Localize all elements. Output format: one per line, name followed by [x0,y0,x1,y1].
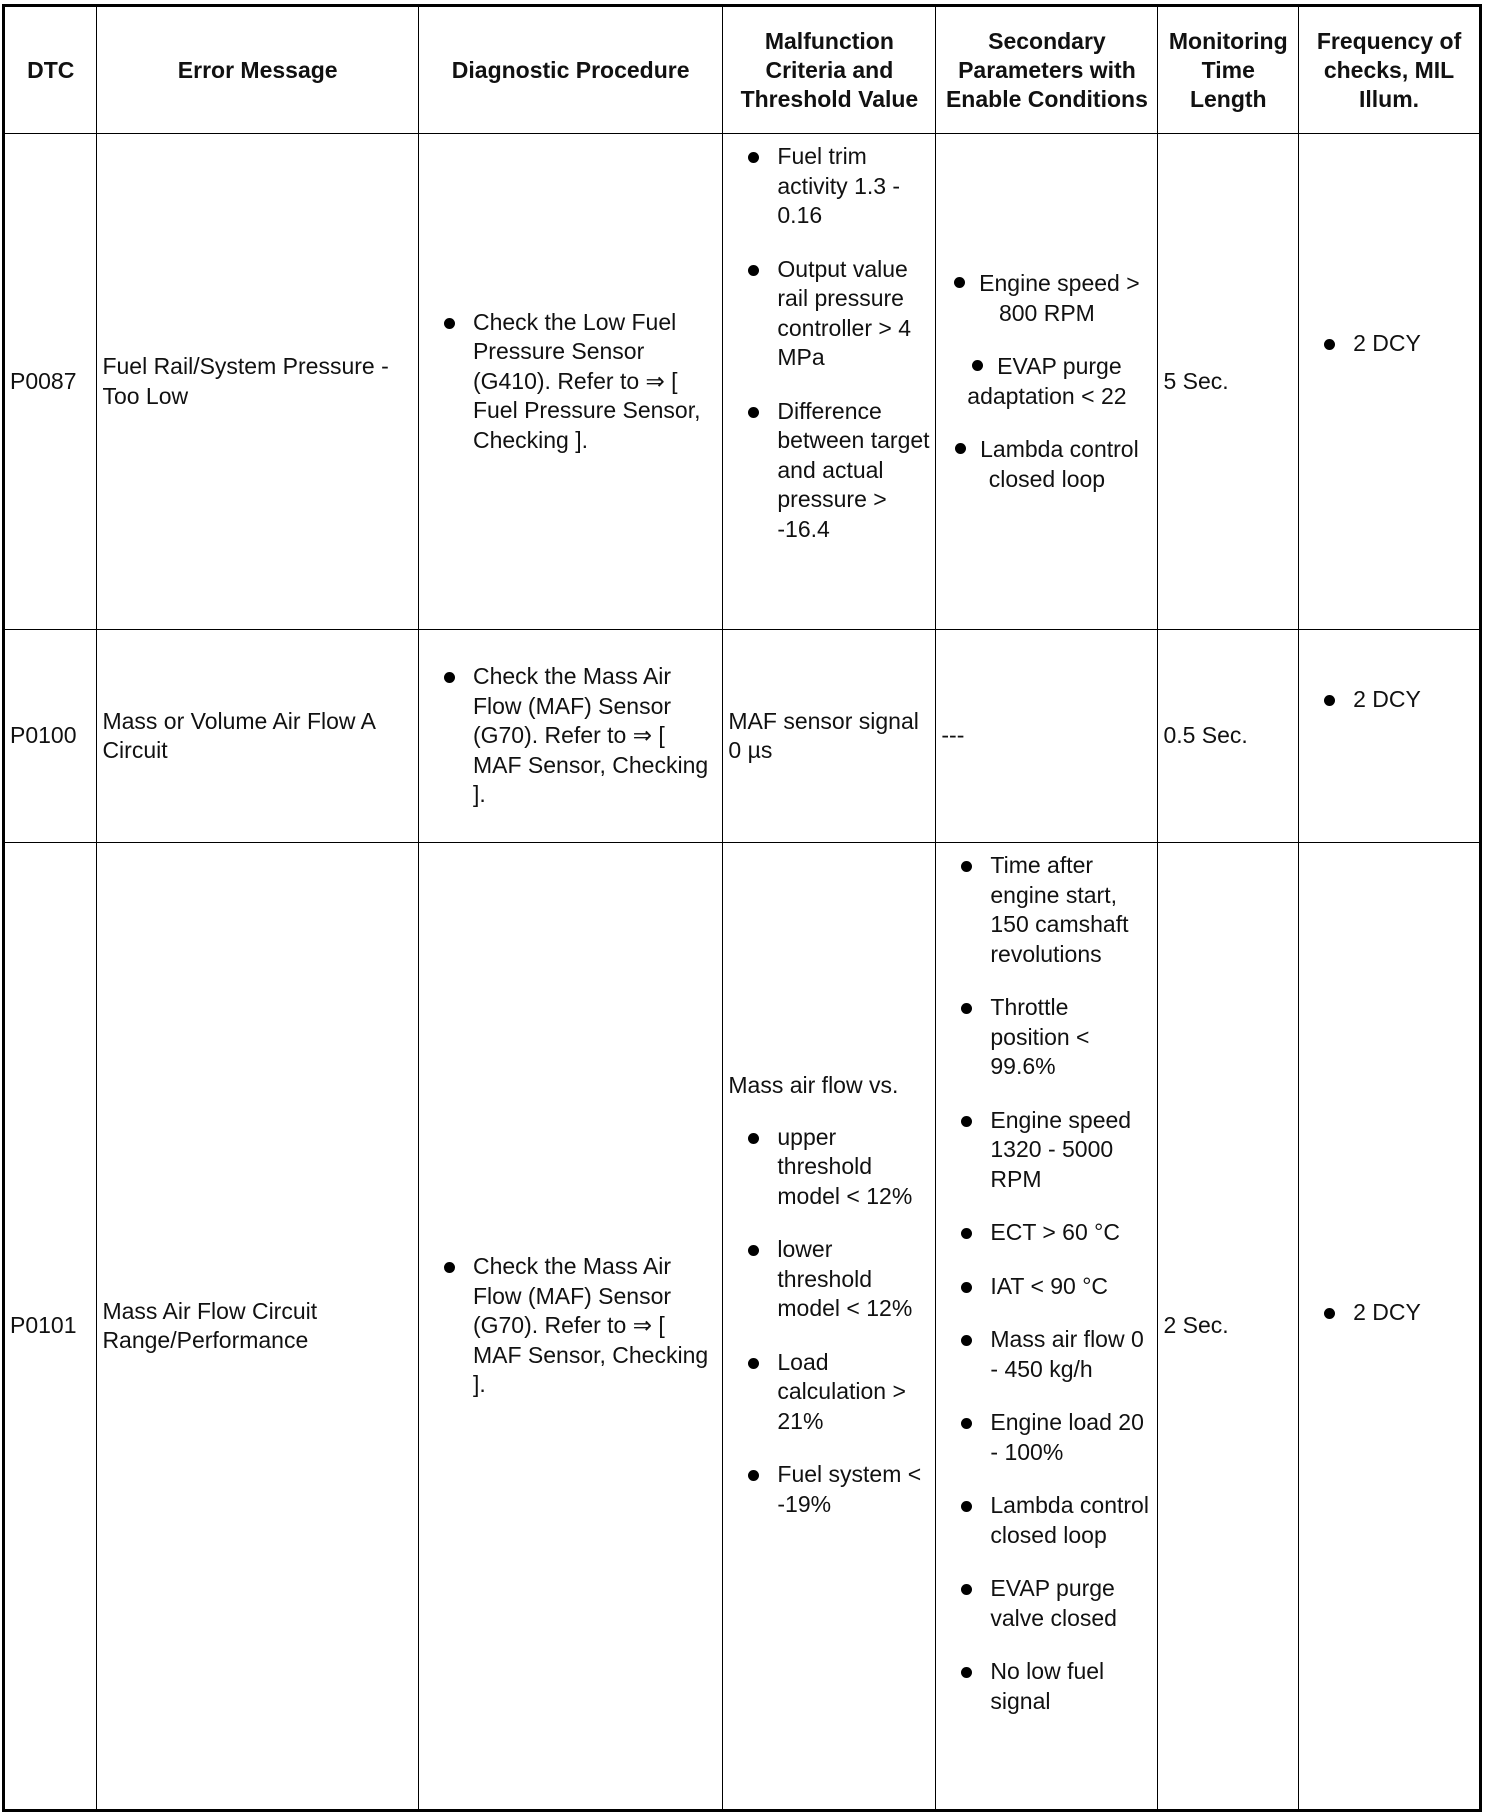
bullet-icon [1324,695,1335,706]
procedure-list [424,308,717,456]
diagnostic-procedure [418,134,722,630]
monitoring-time: 5 Sec. [1158,134,1299,630]
list-item: Load calculation > 21% [728,1348,930,1437]
frequency-list [1304,685,1474,715]
list-item: lower threshold model < 12% [728,1235,930,1324]
bullet-icon [955,443,966,454]
list-item: Time after engine start, 150 camshaft revolutions [941,851,1152,969]
list-item: 2 DCY [1304,1298,1474,1328]
monitoring-time: 0.5 Sec. [1158,630,1299,843]
frequency-list [1304,1298,1474,1328]
procedure-list [424,662,717,810]
diagnostic-procedure [418,630,722,843]
list-item: 2 DCY [1304,685,1474,715]
frequency [1299,134,1481,630]
procedure-list [424,1252,717,1400]
list-item: Fuel system < -19% [728,1460,930,1519]
list-item: Lambda control closed loop [941,1491,1152,1550]
bullet-icon [961,1418,972,1429]
bullet-icon [748,1245,759,1256]
secondary-list [941,851,1152,1716]
list-item: Difference between target and actual pressure > -16.4 [728,397,930,545]
bullet-icon [961,1584,972,1595]
list-item: EVAP purge valve closed [941,1574,1152,1633]
error-message: Fuel Rail/System Pressure - Too Low [97,134,419,630]
dtc-table [2,4,1482,1812]
bullet-icon [961,1501,972,1512]
malfunction-criteria [723,843,936,1811]
list-item: Check the Mass Air Flow (MAF) Sensor (G70). Refer to ⇒ [ MAF Sensor, Checking ]. [424,1252,717,1400]
secondary-list [941,269,1152,494]
header-secondary-parameters: Secondary Parameters with Enable Conditions [936,6,1158,134]
frequency [1299,630,1481,843]
bullet-icon [748,1133,759,1144]
table-row [4,630,1481,843]
diagnostic-procedure [418,843,722,1811]
list-item: ECT > 60 °C [941,1218,1152,1248]
bullet-icon [748,1470,759,1481]
bullet-icon [961,1003,972,1014]
criteria-list [728,142,930,544]
dtc-code: P0087 [4,134,97,630]
list-item: IAT < 90 °C [941,1272,1152,1302]
malfunction-criteria [723,134,936,630]
list-item: Output value rail pressure controller > 4 MPa [728,255,930,373]
list-item: Throttle position < 99.6% [941,993,1152,1082]
frequency-list [1304,329,1474,359]
list-item: upper threshold model < 12% [728,1123,930,1212]
frequency [1299,843,1481,1811]
monitoring-time: 2 Sec. [1158,843,1299,1811]
bullet-icon [748,265,759,276]
dtc-code: P0101 [4,843,97,1811]
list-item: Lambda control closed loop [941,435,1152,494]
bullet-icon [972,360,983,371]
header-monitoring-time: Monitoring Time Length [1158,6,1299,134]
header-malfunction-criteria: Malfunction Criteria and Threshold Value [723,6,936,134]
list-item: Check the Mass Air Flow (MAF) Sensor (G70). Refer to ⇒ [ MAF Sensor, Checking ]. [424,662,717,810]
malfunction-criteria: MAF sensor signal 0 µs [723,630,936,843]
list-item: Engine speed 1320 - 5000 RPM [941,1106,1152,1195]
table-row [4,843,1481,1811]
bullet-icon [961,1335,972,1346]
bullet-icon [961,1116,972,1127]
header-row [4,6,1481,134]
header-diagnostic-procedure: Diagnostic Procedure [418,6,722,134]
bullet-icon [1324,1308,1335,1319]
list-item: Engine load 20 - 100% [941,1408,1152,1467]
secondary-parameters [936,843,1158,1811]
list-item: Engine speed > 800 RPM [941,269,1152,328]
list-item: Mass air flow 0 - 450 kg/h [941,1325,1152,1384]
list-item: 2 DCY [1304,329,1474,359]
bullet-icon [444,1262,455,1273]
bullet-icon [748,1358,759,1369]
bullet-icon [961,861,972,872]
list-item: No low fuel signal [941,1657,1152,1716]
bullet-icon [961,1667,972,1678]
error-message: Mass or Volume Air Flow A Circuit [97,630,419,843]
bullet-icon [748,407,759,418]
header-frequency: Frequency of checks, MIL Illum. [1299,6,1481,134]
header-error-message: Error Message [97,6,419,134]
list-item: Fuel trim activity 1.3 - 0.16 [728,142,930,231]
criteria-intro: Mass air flow vs. [728,1072,899,1098]
bullet-icon [748,152,759,163]
bullet-icon [954,277,965,288]
bullet-icon [961,1282,972,1293]
list-item: Check the Low Fuel Pressure Sensor (G410). Refer to ⇒ [ Fuel Pressure Sensor, Checking ]. [424,308,717,456]
secondary-parameters [936,134,1158,630]
header-dtc: DTC [4,6,97,134]
dtc-code: P0100 [4,630,97,843]
secondary-parameters: --- [936,630,1158,843]
bullet-icon [444,318,455,329]
criteria-list [728,1123,930,1520]
bullet-icon [444,672,455,683]
error-message: Mass Air Flow Circuit Range/Performance [97,843,419,1811]
table-row [4,134,1481,630]
bullet-icon [961,1228,972,1239]
list-item: EVAP purge adaptation < 22 [967,353,1127,409]
bullet-icon [1324,339,1335,350]
